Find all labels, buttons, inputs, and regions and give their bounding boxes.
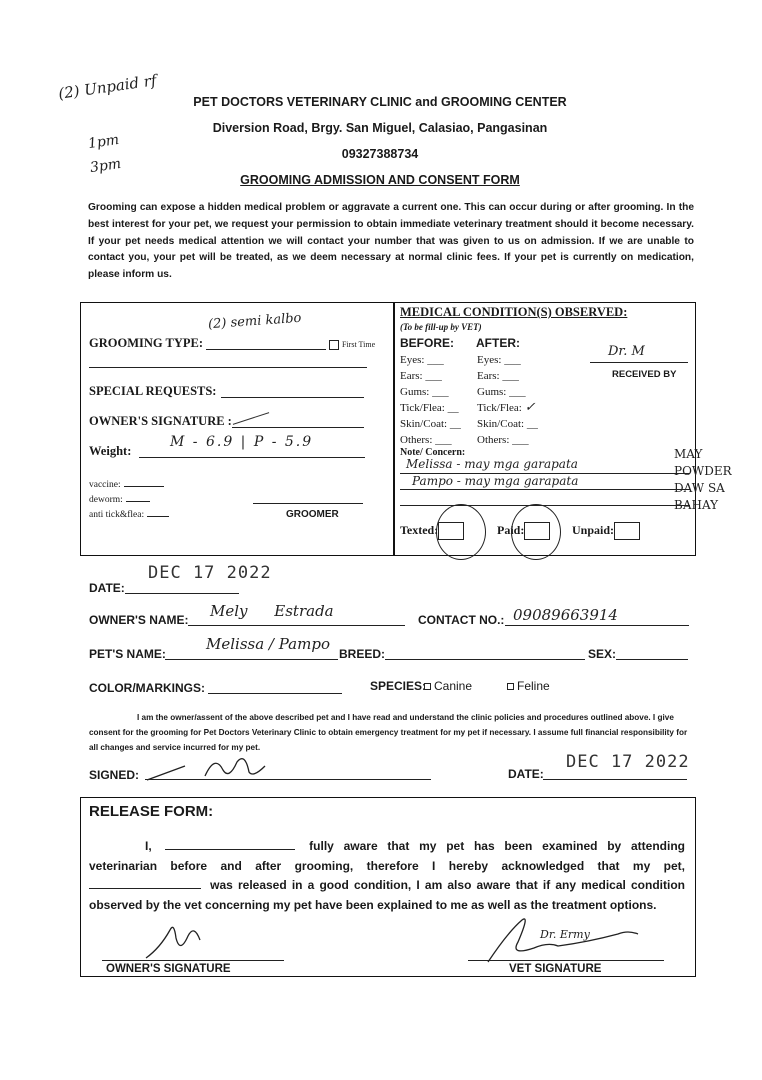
pet-name-line xyxy=(165,659,338,660)
consent-text: I am the owner/assent of the above described pet and I have read and understand the clinic policies and procedures outlined above. I give consent for the grooming for Pet Doctors Veterinary Clinic to obtain emergency treatment for my pet if necessary. I assume full financial responsibility for all changes and service incurred for my pet. xyxy=(89,713,688,752)
note-line-2[interactable]: Pampo - may mga garapata xyxy=(412,474,579,488)
owner-signature-mark xyxy=(145,748,275,784)
first-time-label: First Time xyxy=(342,340,376,350)
after-eyes: Eyes: ___ xyxy=(477,354,521,366)
medical-title: MEDICAL CONDITION(S) OBSERVED: xyxy=(400,305,628,319)
after-gums: Gums: ___ xyxy=(477,386,526,398)
before-tick: Tick/Flea: __ xyxy=(400,402,459,414)
breed-label: BREED: xyxy=(339,647,386,661)
paid-label: Paid: xyxy=(497,522,525,537)
before-label: BEFORE: xyxy=(400,336,454,350)
deworm-label xyxy=(89,495,150,505)
consent-date-stamp: DEC 17 2022 xyxy=(566,752,690,772)
texted-label: Texted: xyxy=(400,522,439,537)
before-others: Others: ___ xyxy=(400,434,452,446)
texted-circle xyxy=(436,504,486,560)
vet-signature-value: Dr. Ermy xyxy=(540,928,590,941)
weight-line xyxy=(139,457,365,458)
after-label: AFTER: xyxy=(476,336,520,350)
contact-label: CONTACT NO.: xyxy=(418,613,505,627)
vet-sig-label: VET SIGNATURE xyxy=(509,963,602,975)
after-ears: Ears: ___ xyxy=(477,370,519,382)
date-stamp: DEC 17 2022 xyxy=(148,563,272,583)
after-column xyxy=(477,352,538,448)
sex-label: SEX: xyxy=(588,647,617,661)
date-line[interactable] xyxy=(125,593,239,594)
release-title: RELEASE FORM: xyxy=(89,803,214,820)
special-requests-line[interactable] xyxy=(221,397,364,398)
vet-sig-line[interactable] xyxy=(468,960,664,961)
after-skin: Skin/Coat: __ xyxy=(477,418,538,430)
breed-line[interactable] xyxy=(385,659,585,660)
signed-label: SIGNED: xyxy=(89,768,140,782)
grooming-type-label: GROOMING TYPE: xyxy=(89,336,204,350)
clinic-name: PET DOCTORS VETERINARY CLINIC and GROOMING CENTER xyxy=(193,95,567,109)
grooming-type-line-2 xyxy=(89,367,367,368)
note-underline-2 xyxy=(400,489,690,490)
owner-sig-label: OWNER'S SIGNATURE xyxy=(106,963,231,975)
grooming-type-value[interactable]: (2) semi kalbo xyxy=(207,310,302,333)
clinic-phone: 09327388734 xyxy=(341,147,419,161)
canine-option[interactable] xyxy=(424,679,472,693)
grooming-type-line xyxy=(206,349,326,350)
groomer-label: GROOMER xyxy=(286,509,339,520)
after-others: Others: ___ xyxy=(477,434,529,446)
paid-circle xyxy=(511,504,561,560)
note-side: MAY POWDER DAW SA BAHAY xyxy=(674,447,732,512)
unpaid-field[interactable] xyxy=(572,522,640,540)
release-text-1-body: fully aware that my pet has been examined by attending veterinarian before and after grooming, therefore I hereby acknowledged that my pet, xyxy=(89,839,685,873)
canine-label: Canine xyxy=(434,679,473,693)
before-eyes: Eyes: ___ xyxy=(400,354,444,366)
contact-line xyxy=(505,625,689,626)
annotation-time-1: 1pm xyxy=(87,131,121,153)
note-line-1[interactable]: Melissa - may mga garapata xyxy=(406,457,578,471)
release-owner-signature-mark xyxy=(140,918,210,962)
first-time-checkbox[interactable] xyxy=(329,340,375,350)
weight-label: Weight: xyxy=(89,444,132,458)
annotation-unpaid: (2) Unpaid rf xyxy=(57,71,158,103)
vaccine-label-text: vaccine: xyxy=(89,480,121,490)
date-label: DATE: xyxy=(89,581,125,595)
anti-tick-label xyxy=(89,510,169,520)
anti-tick-label-text: anti tick&flea: xyxy=(89,510,145,520)
note-label: Note/ Concern: xyxy=(400,447,466,458)
contact-value[interactable]: 09089663914 xyxy=(513,606,618,624)
owner-signature-line[interactable] xyxy=(232,427,364,428)
owner-signature-label: OWNER'S SIGNATURE : xyxy=(89,414,232,428)
release-text-1: I, fully aware that my pet has been examined by attending veterinarian before and after grooming, therefore I hereby acknowledged that my pet, was released in a good condition, I am also aware that if any medical condition observed by the vet concerning my pet have been explained to me as well as the treatment options. xyxy=(89,839,685,912)
medical-subtitle: (To be fill-up by VET) xyxy=(400,322,482,332)
after-tick: Tick/Flea: ✓ xyxy=(477,400,536,415)
before-gums: Gums: ___ xyxy=(400,386,449,398)
consent-date-label: DATE: xyxy=(508,767,544,781)
form-title: GROOMING ADMISSION AND CONSENT FORM xyxy=(240,173,520,187)
owner-name-line xyxy=(188,625,405,626)
release-text-2-body: was released in a good condition, I am also aware that if any medical condition observed by the vet concerning my pet have been explained to me as well as the treatment options. xyxy=(89,878,685,912)
pet-name-label: PET'S NAME: xyxy=(89,647,166,661)
tick-check: ✓ xyxy=(524,400,536,415)
color-line[interactable] xyxy=(208,693,342,694)
vaccine-label xyxy=(89,480,164,490)
owner-sig-line[interactable] xyxy=(102,960,284,961)
deworm-label-text: deworm: xyxy=(89,495,123,505)
clinic-address: Diversion Road, Brgy. San Miguel, Calasiao, Pangasinan xyxy=(212,121,548,135)
owner-name-label: OWNER'S NAME: xyxy=(89,613,189,627)
consent-date-line[interactable] xyxy=(543,779,687,780)
box-divider xyxy=(393,303,395,555)
weight-value[interactable]: M - 6.9 | P - 5.9 xyxy=(170,434,314,450)
sex-line[interactable] xyxy=(616,659,688,660)
annotation-time-2: 3pm xyxy=(89,155,123,177)
owner-name-value[interactable]: Mely Estrada xyxy=(210,602,334,620)
received-by-line xyxy=(590,362,688,363)
feline-option[interactable] xyxy=(507,679,550,693)
special-requests-label: SPECIAL REQUESTS: xyxy=(89,384,217,398)
groomer-line[interactable] xyxy=(253,503,363,504)
intro-paragraph: Grooming can expose a hidden medical problem or aggravate a current one. This can occur during or after grooming. In the best interest for your pet, we request your permission to obtain immediate veterinary treatment should it become necessary. If your pet needs medical attention we will contact your number that was given to us on admission. If we are unable to contact you, your pet will be treated, as we deem necessary at normal clinic fees. If your pet is currently on medication, please inform us. xyxy=(88,202,694,281)
received-by-label: RECEIVED BY xyxy=(612,369,677,380)
color-label: COLOR/MARKINGS: xyxy=(89,681,205,695)
feline-label: Feline xyxy=(517,679,550,693)
pet-name-value[interactable]: Melissa / Pampo xyxy=(206,635,330,653)
before-skin: Skin/Coat: __ xyxy=(400,418,461,430)
before-column xyxy=(400,352,461,448)
before-ears: Ears: ___ xyxy=(400,370,442,382)
received-by-value[interactable]: Dr. M xyxy=(608,344,645,359)
species-label: SPECIES: xyxy=(370,679,427,693)
unpaid-label: Unpaid: xyxy=(572,522,615,537)
